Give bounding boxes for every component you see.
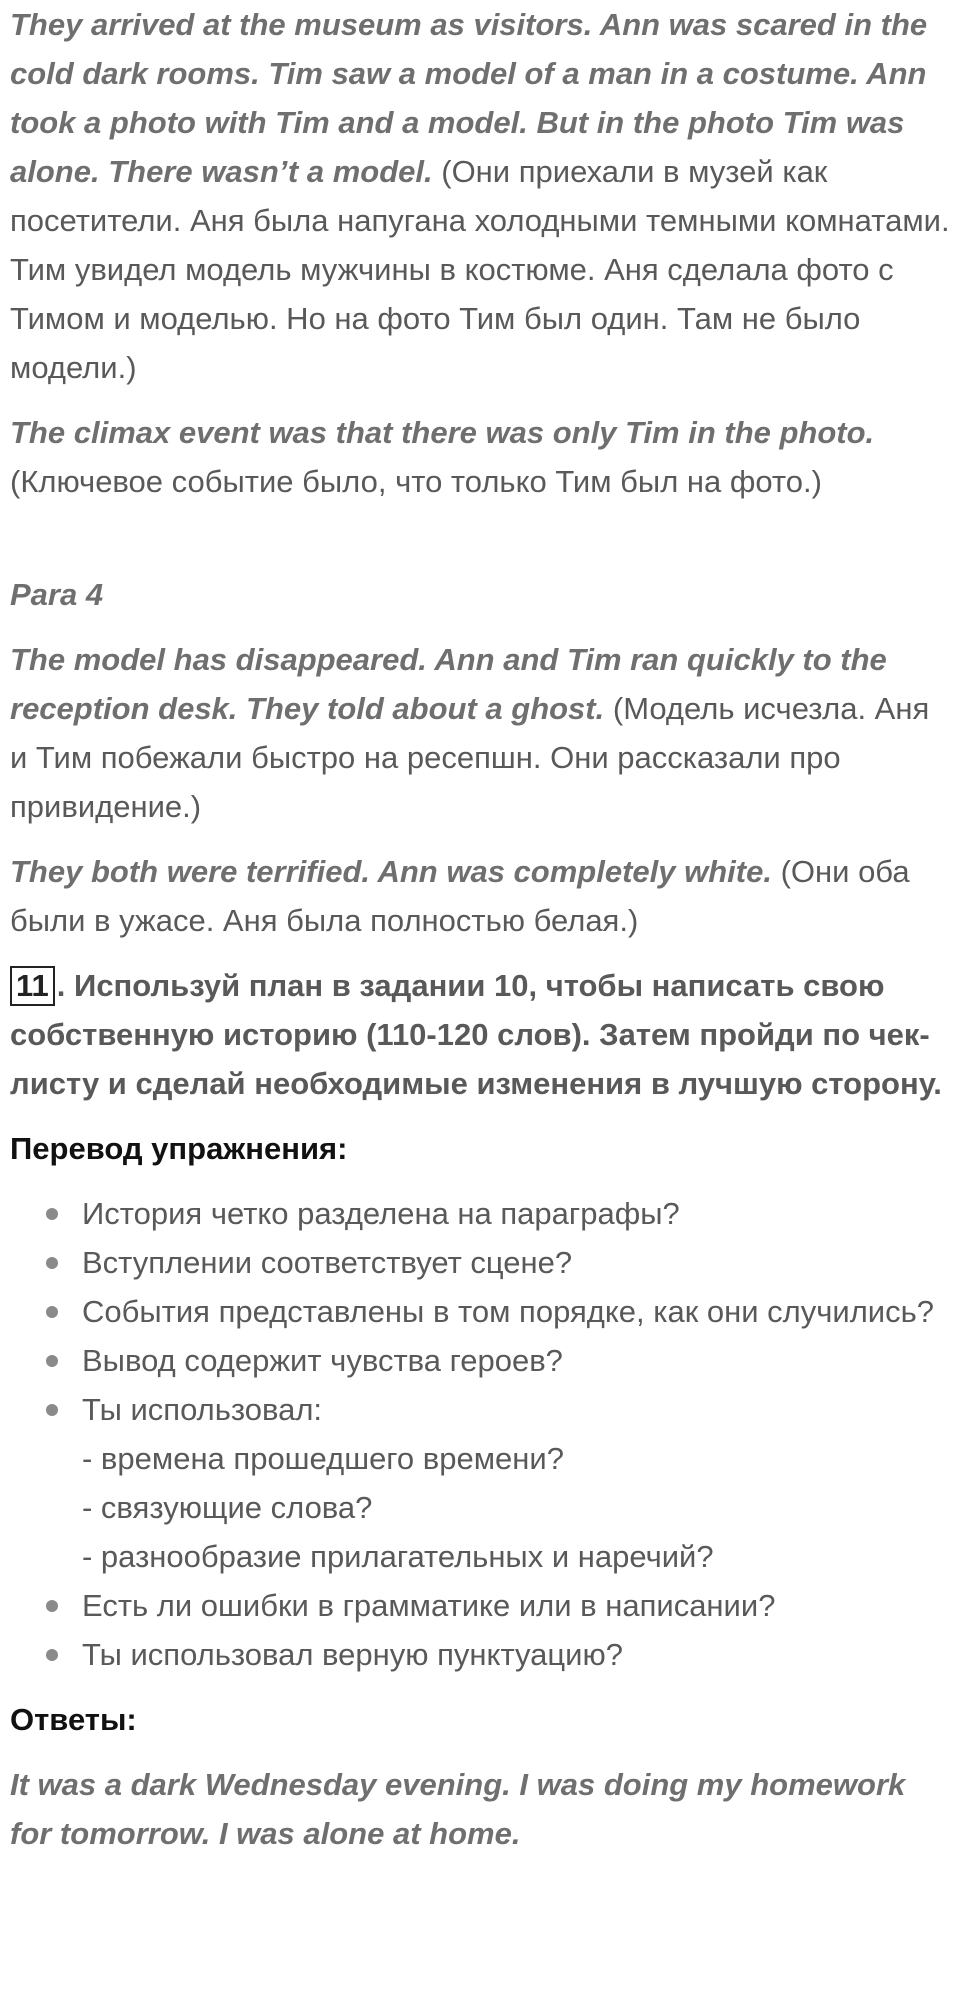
para4-text2-ru: (Они оба были в ужасе. Аня была полностью белая.) bbox=[10, 854, 910, 938]
list-item: Ты использовал верную пунктуацию? bbox=[10, 1630, 950, 1679]
para4-text1-ru: (Модель исчезла. Аня и Тим побежали быстро на ресепшн. Они рассказали про привидение.) bbox=[10, 691, 930, 824]
checklist bbox=[10, 1189, 950, 1679]
para3-summary-ru: (Они приехали в музей как посетители. Аня была напугана холодными темными комнатами. Тим увидел модель мужчины в костюме. Аня сделала фото с Тимом и моделью. Но на фото Тим был один. Там не было модели.) bbox=[10, 154, 950, 385]
list-item: Ты использовал: - времена прошедшего времени? - связующие слова? - разнообразие прилагательных и наречий? bbox=[10, 1385, 950, 1581]
para3-climax-en: The climax event was that there was only Tim in the photo. bbox=[10, 415, 875, 450]
para3-climax bbox=[10, 408, 950, 506]
task-11 bbox=[10, 961, 950, 1108]
para4-label: Para 4 bbox=[10, 577, 104, 612]
para4-text1 bbox=[10, 635, 950, 831]
bullet-icon bbox=[46, 1649, 58, 1661]
translation-heading: Перевод упражнения: bbox=[10, 1131, 348, 1166]
list-item: История четко разделена на параграфы? bbox=[10, 1189, 950, 1238]
task-number-dot: . bbox=[56, 968, 66, 1003]
answer-text: It was a dark Wednesday evening. I was doing my homework for tomorrow. I was alone at home. bbox=[10, 1767, 906, 1851]
list-item: События представлены в том порядке, как они случились? bbox=[10, 1287, 950, 1336]
para3-climax-ru: (Ключевое событие было, что только Тим был на фото.) bbox=[10, 464, 822, 499]
bullet-icon bbox=[46, 1404, 58, 1416]
para4-text2-en: They both were terrified. Ann was completely white. bbox=[10, 854, 772, 889]
task-text: Используй план в задании 10, чтобы написать свою собственную историю (110-120 слов). Затем пройди по чек-листу и сделай необходимые изменения в лучшую сторону. bbox=[10, 968, 942, 1101]
bullet-icon bbox=[46, 1306, 58, 1318]
list-item: Вывод содержит чувства героев? bbox=[10, 1336, 950, 1385]
list-subitem: - связующие слова? bbox=[82, 1490, 373, 1525]
list-subitem: - разнообразие прилагательных и наречий? bbox=[82, 1539, 714, 1574]
list-subitem: - времена прошедшего времени? bbox=[82, 1441, 564, 1476]
list-item: Есть ли ошибки в грамматике или в написании? bbox=[10, 1581, 950, 1630]
bullet-icon bbox=[46, 1355, 58, 1367]
para3-summary-en: They arrived at the museum as visitors. Ann was scared in the cold dark rooms. Tim saw a model of a man in a costume. Ann took a photo with Tim and a model. But in the photo Tim was alone. There wasn’t a model. bbox=[10, 7, 928, 189]
para4-text2 bbox=[10, 847, 950, 945]
bullet-icon bbox=[46, 1208, 58, 1220]
bullet-icon bbox=[46, 1257, 58, 1269]
answers-heading: Ответы: bbox=[10, 1702, 137, 1737]
para3-summary bbox=[10, 0, 950, 392]
task-number-box: 11 bbox=[10, 966, 55, 1006]
bullet-icon bbox=[46, 1600, 58, 1612]
para4-text1-en: The model has disappeared. Ann and Tim ran quickly to the reception desk. They told about a ghost. bbox=[10, 642, 887, 726]
list-item: Вступлении соответствует сцене? bbox=[10, 1238, 950, 1287]
